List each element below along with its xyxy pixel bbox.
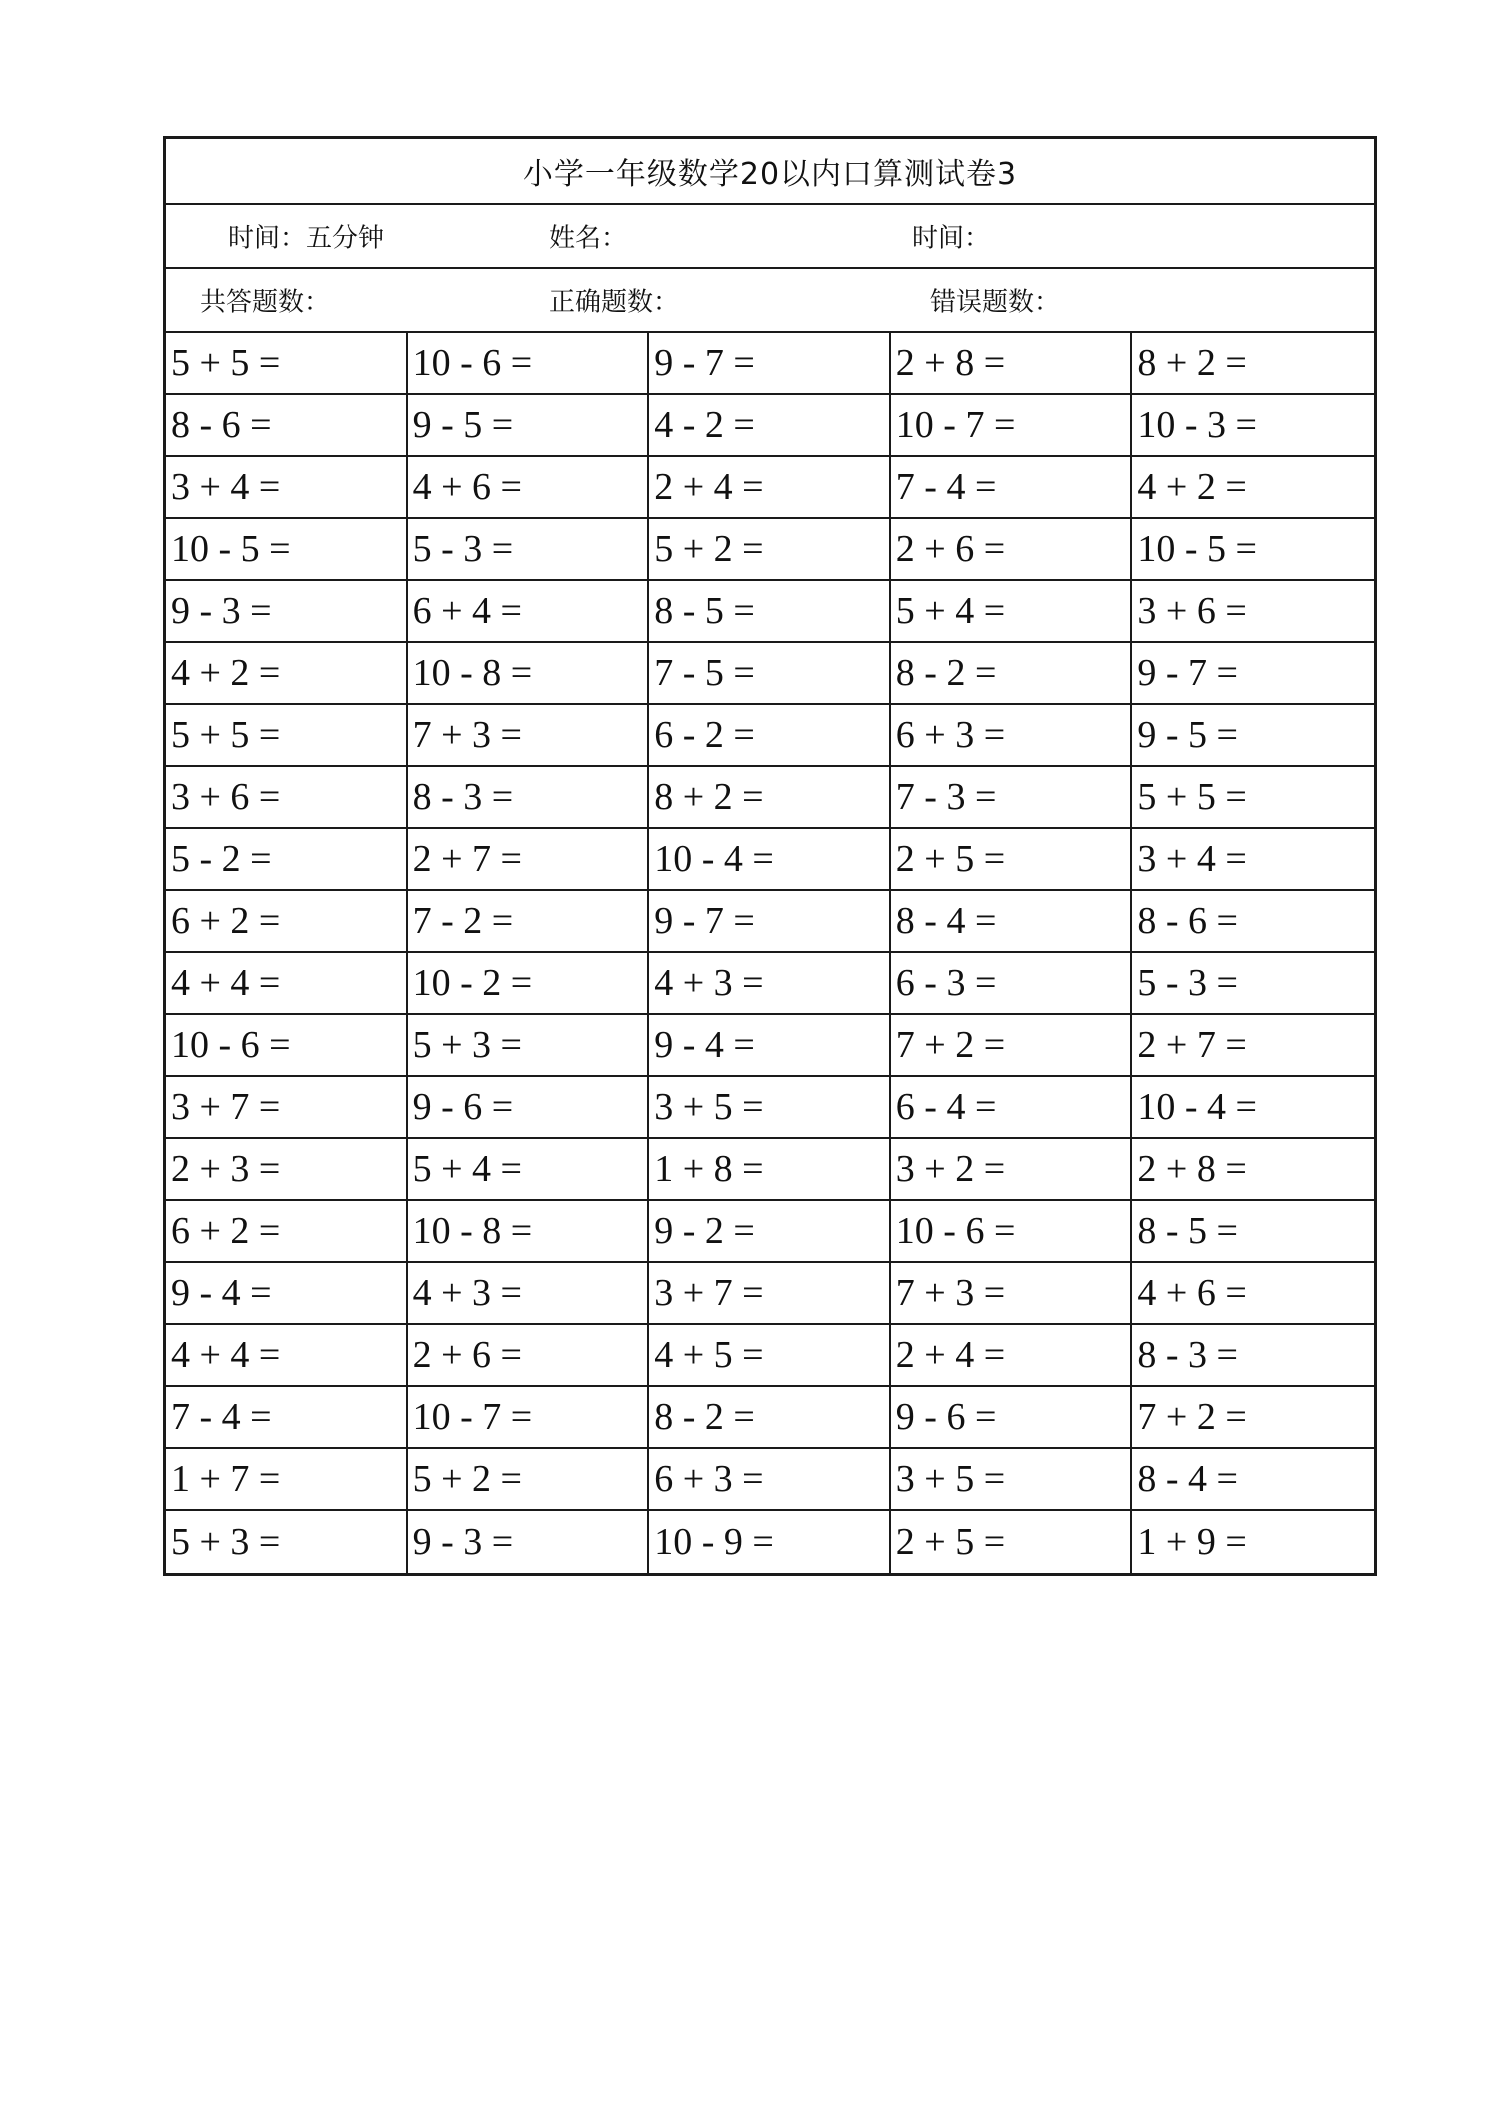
problem-cell: 3 + 7 = [649, 1263, 891, 1325]
problem-cell: 10 - 5 = [166, 519, 408, 581]
total-count-label: 共答题数： [200, 287, 331, 318]
problem-cell: 1 + 8 = [649, 1139, 891, 1201]
problem-cell: 1 + 7 = [166, 1449, 408, 1511]
problem-cell: 2 + 7 = [408, 829, 650, 891]
worksheet-table [163, 136, 1377, 1576]
problem-cell: 10 - 4 = [649, 829, 891, 891]
problem-cell: 9 - 4 = [166, 1263, 408, 1325]
problem-cell: 7 + 2 = [1132, 1387, 1374, 1449]
problem-cell: 3 + 4 = [1132, 829, 1374, 891]
problem-cell: 1 + 9 = [1137, 1521, 1247, 1563]
worksheet-title [166, 139, 1374, 205]
time-limit-label: 时间：五分钟 [228, 223, 385, 254]
problem-cell: 3 + 5 = [891, 1449, 1133, 1511]
problem-cell: 4 + 2 = [1132, 457, 1374, 519]
problem-cell: 3 + 5 = [649, 1077, 891, 1139]
problem-cell: 4 + 4 = [166, 953, 408, 1015]
problem-cell: 3 + 2 = [891, 1139, 1133, 1201]
problem-cell: 9 - 4 = [649, 1015, 891, 1077]
worksheet-title-text: 小学一年级数学20以内口算测试卷3 [522, 157, 1018, 192]
problem-cell: 10 - 2 = [408, 953, 650, 1015]
problem-cell: 2 + 6 = [408, 1325, 650, 1387]
problem-cell: 9 - 3 = [408, 1511, 650, 1573]
problem-cell: 9 - 7 = [649, 891, 891, 953]
problem-cell: 8 - 2 = [891, 643, 1133, 705]
problem-cell: 6 + 3 = [891, 705, 1133, 767]
problem-cell: 4 + 4 = [166, 1325, 408, 1387]
problem-cell: 5 + 3 = [166, 1511, 408, 1573]
problem-cell: 10 - 9 = [649, 1511, 891, 1573]
problem-cell: 5 - 3 = [1132, 953, 1374, 1015]
problem-cell: 9 - 6 = [408, 1077, 650, 1139]
problem-cell: 4 + 6 = [1132, 1263, 1374, 1325]
problem-cell: 2 + 6 = [891, 519, 1133, 581]
problem-cell: 10 - 7 = [891, 395, 1133, 457]
problem-cell: 7 - 4 = [166, 1387, 408, 1449]
problem-cell: 3 + 6 = [166, 767, 408, 829]
problem-cell: 5 + 4 = [891, 581, 1133, 643]
problem-cell: 4 + 3 = [408, 1263, 650, 1325]
problem-cell: 2 + 5 = [891, 829, 1133, 891]
name-label: 姓名： [549, 223, 628, 254]
problem-cell: 5 + 4 = [408, 1139, 650, 1201]
problem-cell: 7 - 2 = [408, 891, 650, 953]
problem-cell: 8 - 2 = [649, 1387, 891, 1449]
problem-cell: 10 - 4 = [1132, 1077, 1374, 1139]
problem-cell: 6 - 2 = [649, 705, 891, 767]
problem-cell: 6 - 3 = [891, 953, 1133, 1015]
problem-cell: 7 + 3 = [891, 1263, 1133, 1325]
problem-cell: 5 + 5 = [1132, 767, 1374, 829]
problem-cell: 7 - 3 = [891, 767, 1133, 829]
problem-cell: 8 - 5 = [649, 581, 891, 643]
problem-cell: 4 + 5 = [649, 1325, 891, 1387]
problem-cell: 5 + 3 = [408, 1015, 650, 1077]
problem-cell: 3 + 4 = [166, 457, 408, 519]
problem-cell: 4 + 2 = [166, 643, 408, 705]
problem-cell: 5 - 3 = [408, 519, 650, 581]
problem-cell: 4 + 3 = [649, 953, 891, 1015]
problem-cell: 2 + 5 = [891, 1511, 1133, 1573]
problem-cell: 5 + 2 = [649, 519, 891, 581]
problem-cell: 10 - 5 = [1132, 519, 1374, 581]
info-row-scores [166, 269, 1374, 333]
problem-grid [166, 333, 1374, 1573]
problem-cell: 2 + 7 = [1132, 1015, 1374, 1077]
problem-cell: 5 + 5 = [166, 333, 408, 395]
problem-cell: 9 - 7 = [1132, 643, 1374, 705]
problem-cell: 2 + 4 = [891, 1325, 1133, 1387]
problem-cell: 9 - 5 = [1132, 705, 1374, 767]
problem-cell: 8 - 6 = [166, 395, 408, 457]
problem-cell: 9 - 6 = [891, 1387, 1133, 1449]
problem-cell: 7 + 2 = [891, 1015, 1133, 1077]
problem-cell: 8 - 5 = [1132, 1201, 1374, 1263]
problem-cell: 10 - 3 = [1132, 395, 1374, 457]
problem-cell: 3 + 7 = [166, 1077, 408, 1139]
problem-cell: 8 - 4 = [1132, 1449, 1374, 1511]
problem-cell: 2 + 4 = [649, 457, 891, 519]
problem-cell: 10 - 6 = [408, 333, 650, 395]
problem-cell: 2 + 8 = [891, 333, 1133, 395]
problem-cell: 9 - 5 = [408, 395, 650, 457]
problem-cell: 4 - 2 = [649, 395, 891, 457]
problem-cell: 5 + 5 = [166, 705, 408, 767]
time-label: 时间： [912, 223, 991, 254]
problem-cell: 6 + 2 = [166, 1201, 408, 1263]
problem-cell: 8 - 3 = [408, 767, 650, 829]
problem-cell: 10 - 6 = [891, 1201, 1133, 1263]
problem-cell: 5 - 2 = [166, 829, 408, 891]
problem-cell: 2 + 8 = [1132, 1139, 1374, 1201]
problem-cell: 7 - 4 = [891, 457, 1133, 519]
problem-cell: 9 - 7 = [649, 333, 891, 395]
problem-cell: 10 - 8 = [408, 643, 650, 705]
problem-cell: 8 - 3 = [1132, 1325, 1374, 1387]
problem-cell: 4 + 6 = [408, 457, 650, 519]
problem-cell: 6 - 4 = [891, 1077, 1133, 1139]
problem-cell: 10 - 7 = [408, 1387, 650, 1449]
problem-cell: 6 + 3 = [649, 1449, 891, 1511]
problem-cell: 6 + 4 = [408, 581, 650, 643]
problem-cell: 9 - 2 = [649, 1201, 891, 1263]
problem-cell: 7 - 5 = [649, 643, 891, 705]
problem-cell: 8 + 2 = [649, 767, 891, 829]
problem-cell: 8 - 6 = [1132, 891, 1374, 953]
problem-cell: 5 + 2 = [408, 1449, 650, 1511]
problem-cell: 2 + 3 = [166, 1139, 408, 1201]
problem-cell: 9 - 3 = [166, 581, 408, 643]
problem-cell: 10 - 6 = [166, 1015, 408, 1077]
problem-cell: 7 + 3 = [408, 705, 650, 767]
problem-cell: 8 + 2 = [1132, 333, 1374, 395]
problem-cell: 3 + 6 = [1132, 581, 1374, 643]
problem-cell: 8 - 4 = [891, 891, 1133, 953]
problem-cell: 10 - 8 = [408, 1201, 650, 1263]
wrong-count-label: 错误题数： [930, 287, 1061, 318]
problem-cell: 6 + 2 = [166, 891, 408, 953]
info-row-time-name [166, 205, 1374, 269]
correct-count-label: 正确题数： [549, 287, 680, 318]
